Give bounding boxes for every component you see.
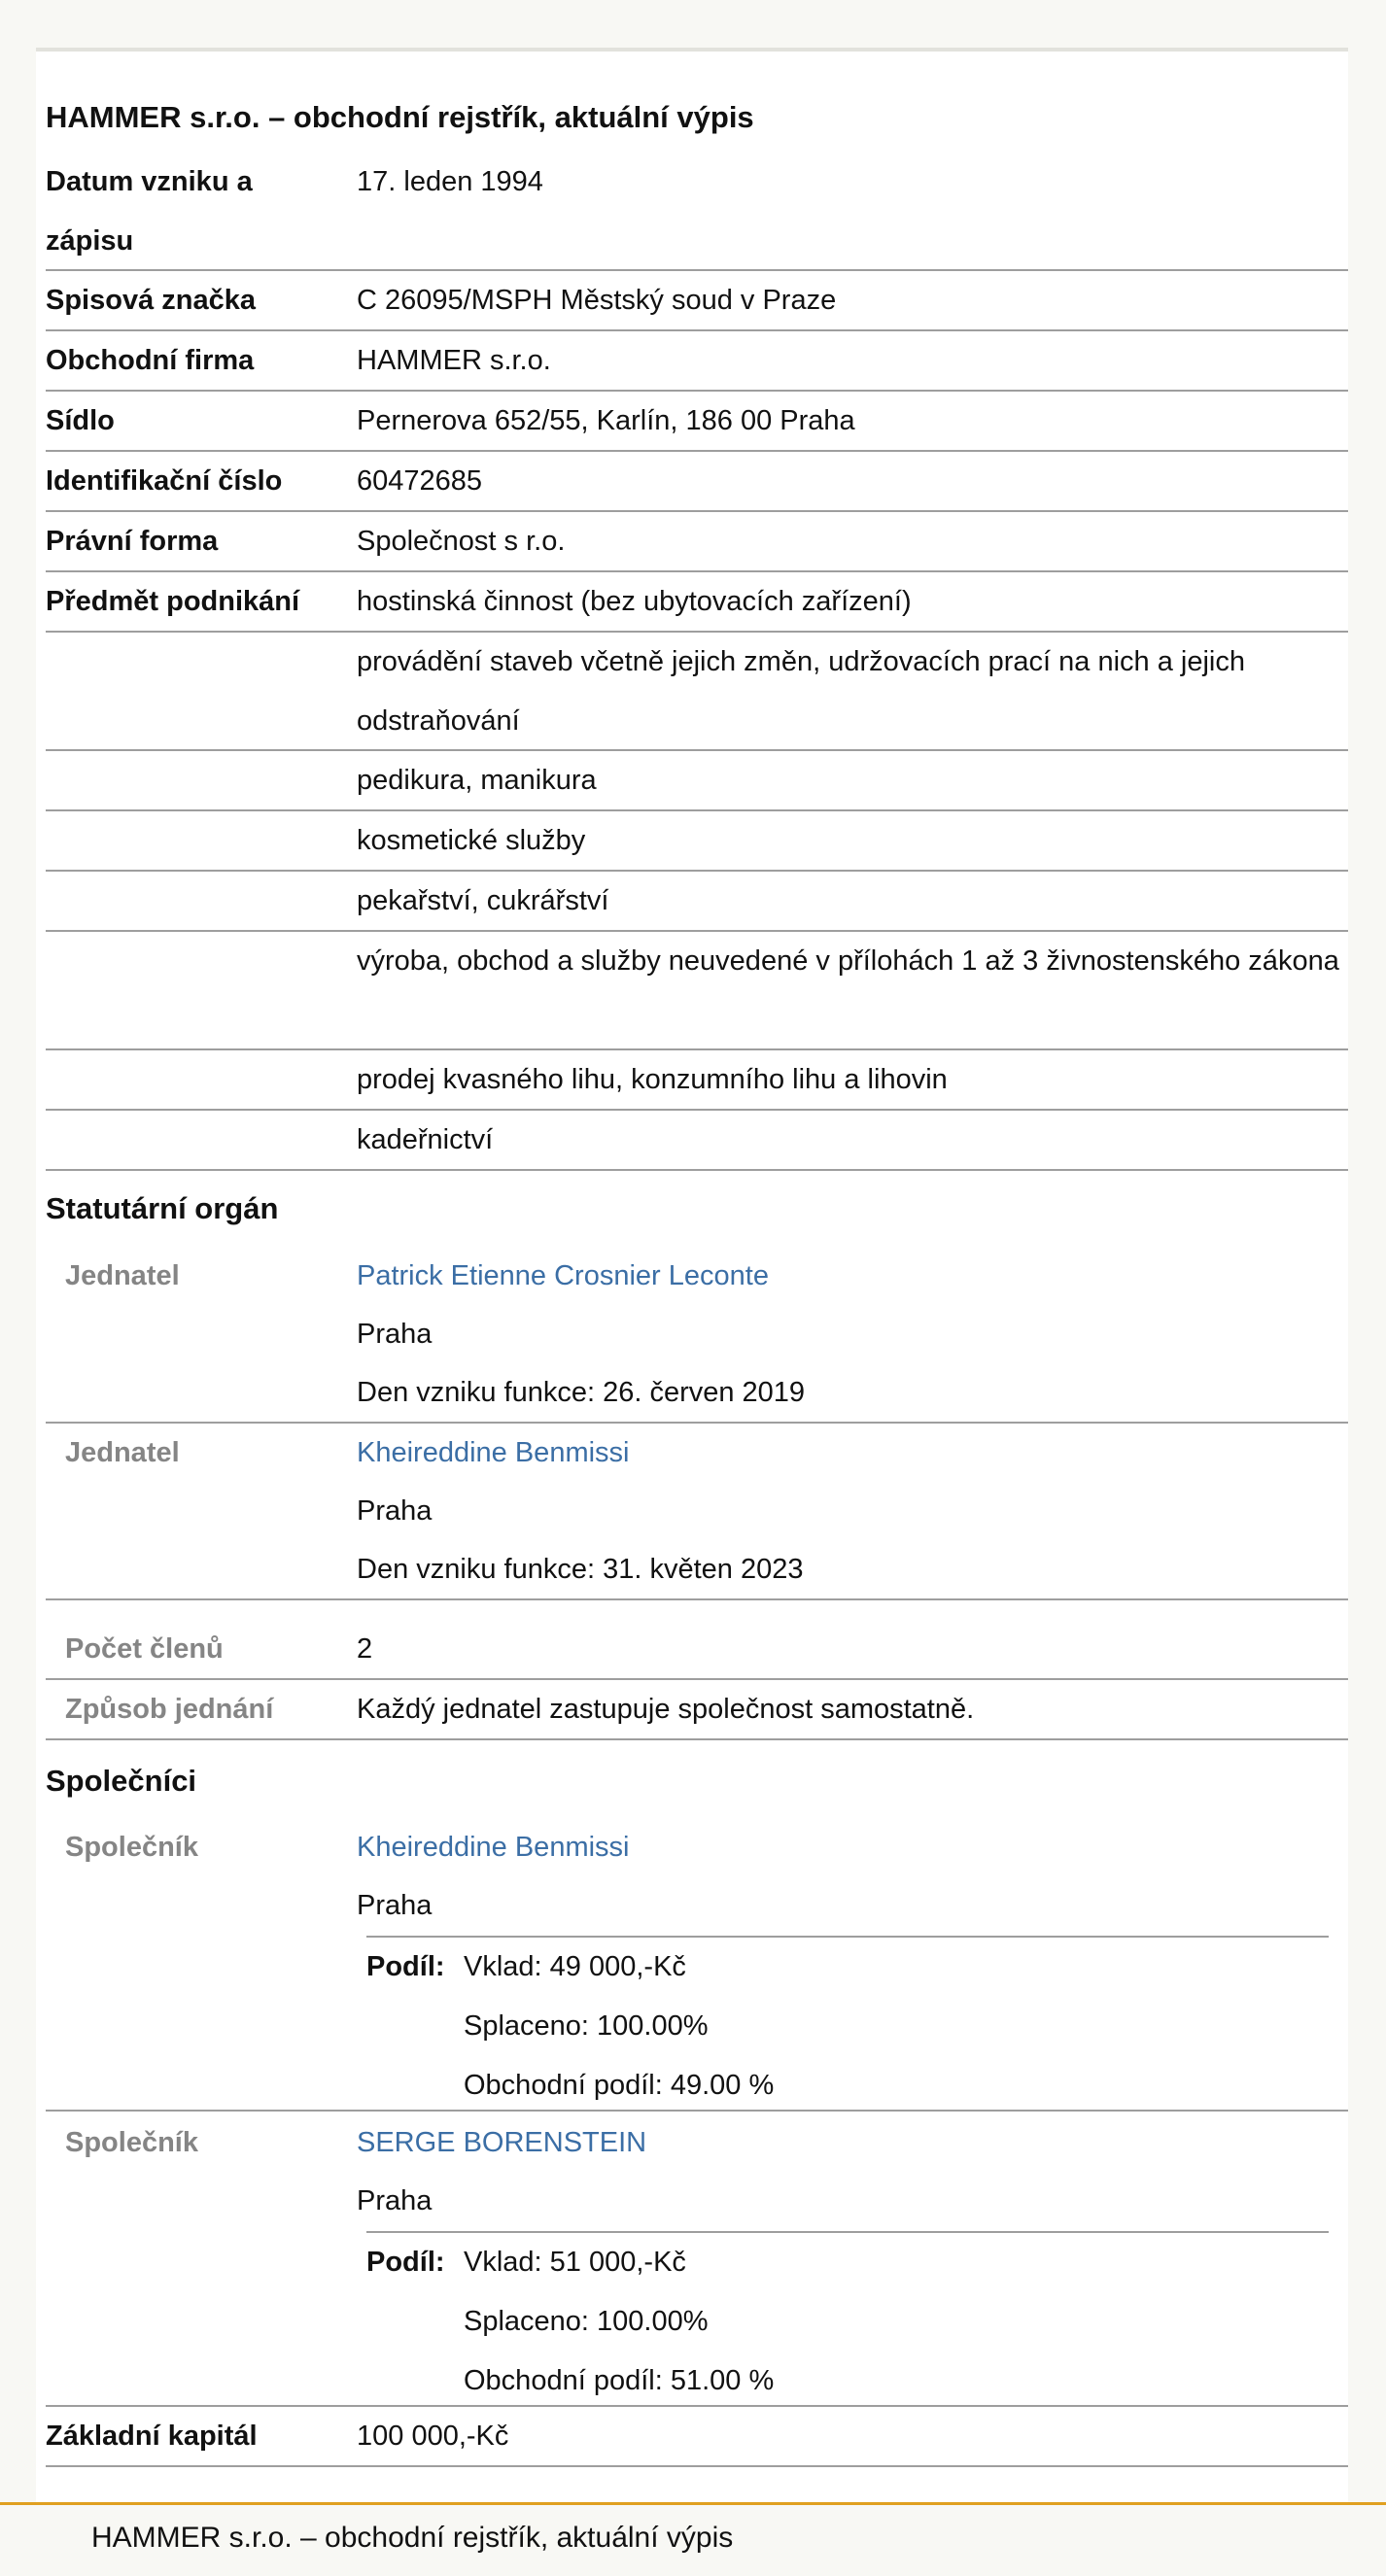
podil-values — [464, 1938, 774, 2115]
label-zakladni-kapital: Základní kapitál — [46, 2421, 258, 2452]
jednatel-name-link[interactable] — [357, 1424, 1343, 1483]
row-datum-vzniku — [46, 153, 1348, 271]
row-predmet-item — [46, 1050, 1348, 1111]
spolecnik-role: Společník — [65, 1832, 198, 1863]
jednatel-entry — [46, 1247, 1348, 1424]
spolecnik-name[interactable]: Kheireddine Benmissi — [357, 1832, 630, 1863]
row-predmet-podnikani — [46, 572, 1348, 633]
row-spisova-znacka — [46, 271, 1348, 331]
podil-obchodni: Obchodní podíl: 49.00 % — [464, 2070, 775, 2101]
jednatel-city: Praha — [357, 1319, 433, 1350]
row-sidlo — [46, 392, 1348, 452]
predmet-item: provádění staveb včetně jejich změn, udržovacích prací na nich a jejich odstraňování — [357, 646, 1245, 737]
page-title: HAMMER s.r.o. – obchodní rejstřík, aktuální výpis — [46, 100, 754, 134]
value-obchodni-firma: HAMMER s.r.o. — [357, 345, 551, 376]
podil-vklad: Vklad: 51 000,-Kč — [464, 2247, 686, 2278]
label-spisova-znacka: Spisová značka — [46, 285, 256, 316]
row-zpusob-jednani — [46, 1680, 1348, 1740]
label-predmet-podnikani: Předmět podnikání — [46, 586, 300, 617]
spolecnik-city: Praha — [357, 1890, 433, 1921]
predmet-item: kosmetické služby — [357, 825, 586, 856]
label-zpusob-jednani: Způsob jednání — [65, 1694, 274, 1725]
row-zakladni-kapital — [46, 2407, 1348, 2467]
footer-title: HAMMER s.r.o. – obchodní rejstřík, aktuální výpis — [91, 2522, 734, 2554]
row-identifikacni-cislo — [46, 452, 1348, 512]
jednatel-since: Den vzniku funkce: 31. květen 2023 — [357, 1554, 804, 1585]
row-predmet-item — [46, 932, 1348, 1050]
row-predmet-item — [46, 633, 1348, 751]
label-datum-vzniku: Datum vzniku a zápisu — [46, 166, 253, 257]
row-obchodni-firma — [46, 331, 1348, 392]
register-extract-card — [36, 48, 1348, 2502]
jednatel-since: Den vzniku funkce: 26. červen 2019 — [357, 1377, 806, 1408]
podil-splaceno: Splaceno: 100.00% — [464, 2306, 709, 2337]
jednatel-role: Jednatel — [65, 1437, 180, 1468]
row-predmet-item — [46, 811, 1348, 872]
podil-values — [464, 2233, 774, 2411]
spolecnik-entry — [46, 1818, 1348, 2112]
row-predmet-item — [46, 872, 1348, 932]
row-pravni-forma — [46, 512, 1348, 572]
value-sidlo: Pernerova 652/55, Karlín, 186 00 Praha — [357, 405, 855, 436]
jednatel-name[interactable]: Patrick Etienne Crosnier Leconte — [357, 1260, 769, 1291]
podil-splaceno: Splaceno: 100.00% — [464, 2010, 709, 2042]
predmet-item: prodej kvasného lihu, konzumního lihu a lihovin — [357, 1064, 948, 1095]
jednatel-name[interactable]: Kheireddine Benmissi — [357, 1437, 630, 1468]
predmet-item: hostinská činnost (bez ubytovacích zařízení) — [357, 586, 912, 617]
podil-label: Podíl: — [366, 1951, 445, 1982]
value-pravni-forma: Společnost s r.o. — [357, 526, 566, 557]
label-identifikacni-cislo: Identifikační číslo — [46, 465, 283, 497]
predmet-item: kadeřnictví — [357, 1124, 494, 1155]
value-datum-vzniku: 17. leden 1994 — [357, 166, 543, 197]
footer-bar — [0, 2502, 1386, 2576]
value-pocet-clenu: 2 — [357, 1633, 373, 1665]
value-zakladni-kapital: 100 000,-Kč — [357, 2421, 509, 2452]
label-pravni-forma: Právní forma — [46, 526, 219, 557]
section-heading-statutarni-organ: Statutární orgán — [46, 1191, 279, 1225]
label-sidlo: Sídlo — [46, 405, 115, 436]
label-pocet-clenu: Počet členů — [65, 1633, 224, 1665]
spolecnik-city: Praha — [357, 2185, 433, 2216]
value-spisova-znacka: C 26095/MSPH Městský soud v Praze — [357, 285, 837, 316]
spolecnik-name-link[interactable] — [357, 2113, 1343, 2173]
predmet-item: pekařství, cukrářství — [357, 885, 609, 916]
jednatel-name-link[interactable] — [357, 1247, 1343, 1306]
spolecnik-role: Společník — [65, 2127, 198, 2158]
row-pocet-clenu — [46, 1620, 1348, 1680]
value-zpusob-jednani: Každý jednatel zastupuje společnost samostatně. — [357, 1694, 975, 1725]
jednatel-role: Jednatel — [65, 1260, 180, 1291]
label-obchodni-firma: Obchodní firma — [46, 345, 255, 376]
podil-vklad: Vklad: 49 000,-Kč — [464, 1951, 686, 1982]
podil-label: Podíl: — [366, 2247, 445, 2278]
podil-obchodni: Obchodní podíl: 51.00 % — [464, 2365, 775, 2396]
row-predmet-item — [46, 751, 1348, 811]
jednatel-entry — [46, 1424, 1348, 1600]
predmet-item: pedikura, manikura — [357, 765, 597, 796]
spolecnik-entry — [46, 2113, 1348, 2407]
predmet-item: výroba, obchod a služby neuvedené v přílohách 1 až 3 živnostenského zákona — [357, 945, 1339, 977]
podil-block — [366, 1936, 1329, 2111]
value-identifikacni-cislo: 60472685 — [357, 465, 483, 497]
section-heading-spolecnici: Společníci — [46, 1764, 197, 1798]
spolecnik-name-link[interactable] — [357, 1818, 1343, 1877]
row-predmet-item — [46, 1111, 1348, 1171]
jednatel-city: Praha — [357, 1495, 433, 1527]
podil-block — [366, 2231, 1329, 2406]
spolecnik-name[interactable]: SERGE BORENSTEIN — [357, 2127, 647, 2158]
